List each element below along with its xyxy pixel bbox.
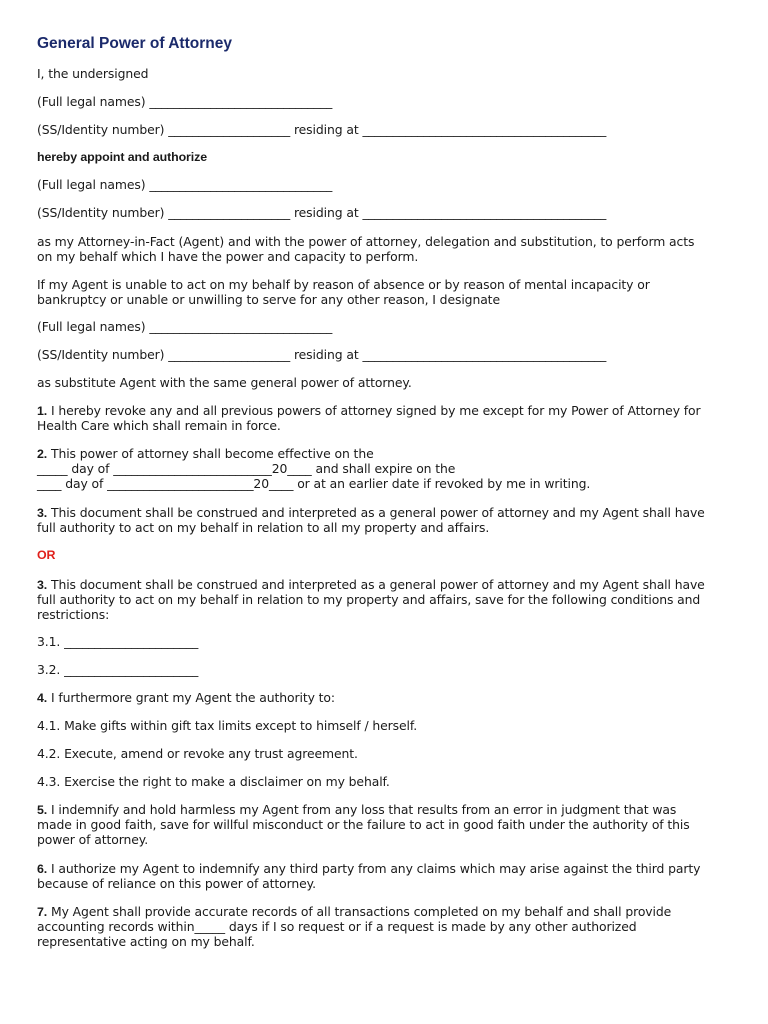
clause-number: 2.: [37, 447, 48, 461]
or-separator: OR: [37, 548, 56, 562]
clause-text: This power of attorney shall become effective on the: [47, 446, 374, 461]
clause-text: This document shall be construed and interpreted as a general power of attorney and my Agent shall have: [47, 577, 705, 592]
agent-id-field: (SS/Identity number) ____________________ residing at ________________________________________: [37, 205, 607, 220]
clause-6-line-2: because of reliance on this power of attorney.: [37, 876, 316, 891]
clause-number: 7.: [37, 905, 48, 919]
substitute-paragraph: as substitute Agent with the same general power of attorney.: [37, 375, 412, 390]
clause-text: I hereby revoke any and all previous powers of attorney signed by me except for my Power of Attorney for: [47, 403, 701, 418]
unable-paragraph-line-2: bankruptcy or unable or unwilling to serve for any other reason, I designate: [37, 292, 500, 307]
clause-2-effective-date-field: _____ day of __________________________20____ and shall expire on the: [37, 461, 456, 476]
agent-paragraph-line-2: on my behalf which I have the power and capacity to perform.: [37, 249, 419, 264]
clause-7-line-1: [37, 904, 737, 920]
clause-2-line-1: [37, 446, 737, 462]
substitute-names-field: (Full legal names) ______________________________: [37, 319, 333, 334]
substitute-id-field: (SS/Identity number) ____________________ residing at ________________________________________: [37, 347, 607, 362]
principal-names-field: (Full legal names) ______________________________: [37, 94, 333, 109]
clause-6-line-1: [37, 861, 737, 877]
clause-text: My Agent shall provide accurate records of all transactions completed on my behalf and shall provide: [47, 904, 672, 919]
clause-number: 6.: [37, 862, 48, 876]
clause-number: 5.: [37, 803, 48, 817]
restriction-3-1-field: 3.1. ______________________: [37, 634, 199, 649]
clause-1-line-2: Health Care which shall remain in force.: [37, 418, 281, 433]
principal-id-field: (SS/Identity number) ____________________ residing at ________________________________________: [37, 122, 607, 137]
clause-number: 1.: [37, 404, 48, 418]
clause-5-line-2: made in good faith, save for willful misconduct or the failure to act in good faith under the authority of this: [37, 817, 690, 832]
restriction-3-2-field: 3.2. ______________________: [37, 662, 199, 677]
clause-7-line-2: accounting records within_____ days if I so request or if a request is made by any other authorized: [37, 919, 637, 934]
clause-5-line-1: [37, 802, 737, 818]
clause-number: 3.: [37, 578, 48, 592]
clause-3a-line-1: [37, 505, 737, 521]
clause-3b-line-1: [37, 577, 737, 593]
agent-paragraph-line-1: as my Attorney-in-Fact (Agent) and with the power of attorney, delegation and substitution, to perform acts: [37, 234, 695, 249]
clause-text: I furthermore grant my Agent the authority to:: [47, 690, 335, 705]
clause-3a-line-2: full authority to act on my behalf in relation to all my property and affairs.: [37, 520, 490, 535]
clause-3b-line-3: restrictions:: [37, 607, 110, 622]
clause-7-line-3: representative acting on my behalf.: [37, 934, 255, 949]
clause-text: I indemnify and hold harmless my Agent from any loss that results from an error in judgment that was: [47, 802, 677, 817]
clause-4-3: 4.3. Exercise the right to make a disclaimer on my behalf.: [37, 774, 390, 789]
document-title: General Power of Attorney: [37, 35, 232, 52]
clause-3b-line-2: full authority to act on my behalf in relation to my property and affairs, save for the following conditions and: [37, 592, 701, 607]
clause-text: I authorize my Agent to indemnify any third party from any claims which may arise against the third party: [47, 861, 701, 876]
clause-5-line-3: power of attorney.: [37, 832, 149, 847]
agent-names-field: (Full legal names) ______________________________: [37, 177, 333, 192]
clause-number: 3.: [37, 506, 48, 520]
clause-4-1: 4.1. Make gifts within gift tax limits except to himself / herself.: [37, 718, 418, 733]
unable-paragraph-line-1: If my Agent is unable to act on my behalf by reason of absence or by reason of mental incapacity or: [37, 277, 650, 292]
clause-text: This document shall be construed and interpreted as a general power of attorney and my Agent shall have: [47, 505, 705, 520]
clause-4-2: 4.2. Execute, amend or revoke any trust agreement.: [37, 746, 358, 761]
clause-1-line-1: [37, 403, 737, 419]
intro-text: I, the undersigned: [37, 66, 149, 81]
appoint-heading: hereby appoint and authorize: [37, 150, 207, 164]
clause-4-line-1: [37, 690, 737, 706]
clause-2-expiry-date-field: ____ day of ________________________20____ or at an earlier date if revoked by me in writing.: [37, 476, 591, 491]
clause-number: 4.: [37, 691, 48, 705]
